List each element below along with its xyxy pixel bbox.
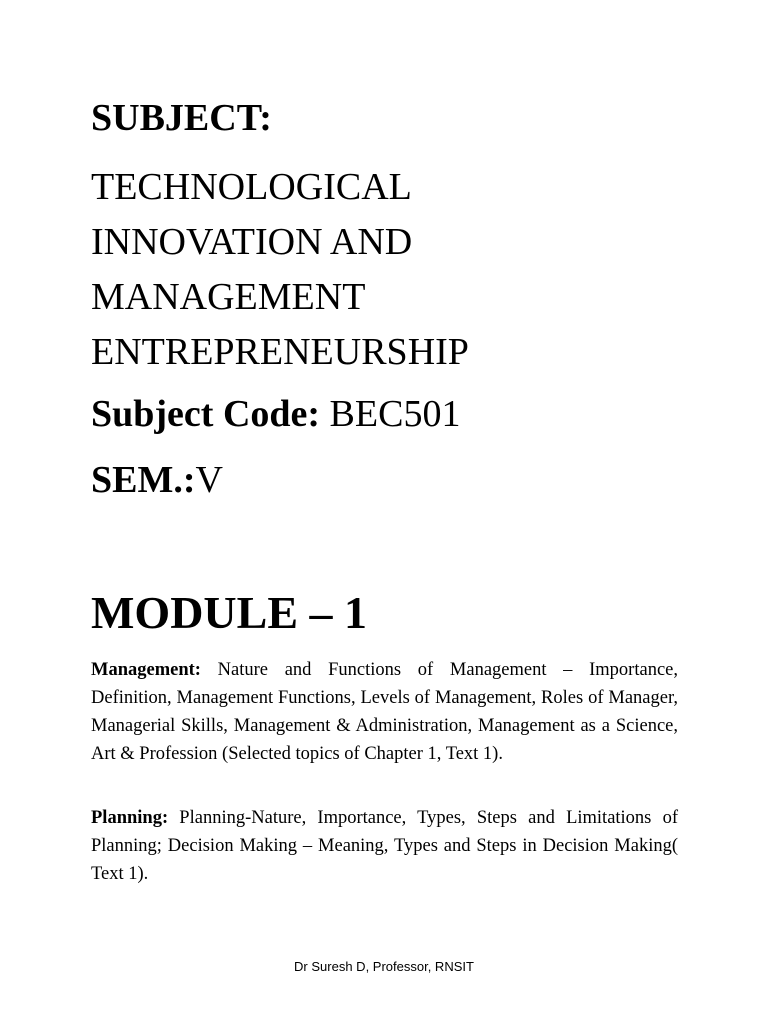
subject-title-line: ENTREPRENEURSHIP <box>91 331 469 373</box>
subject-title-line: TECHNOLOGICAL <box>91 166 412 208</box>
planning-paragraph <box>91 804 678 888</box>
planning-text: Planning-Nature, Importance, Types, Steps and Limitations of Planning; Decision Making – Meaning, Types and Steps in Decision Making( Text 1). <box>91 808 678 884</box>
subject-heading: SUBJECT: <box>91 97 272 139</box>
management-paragraph <box>91 656 678 768</box>
module-heading: MODULE – 1 <box>91 587 367 638</box>
subject-code-value: BEC501 <box>320 393 461 435</box>
page-footer: Dr Suresh D, Professor, RNSIT <box>294 959 474 974</box>
subject-code-label: Subject Code: <box>91 393 321 435</box>
subject-title <box>91 160 469 380</box>
subject-title-line: INNOVATION AND <box>91 221 413 263</box>
management-text: Nature and Functions of Management – Importance, Definition, Management Functions, Levels of Management, Roles of Manager, Managerial Skills, Management & Administration, Management as a Science, Art & Profession (Selected topics of Chapter 1, Text 1). <box>91 660 678 764</box>
subject-code-line <box>91 391 460 437</box>
subject-title-line: MANAGEMENT <box>91 276 366 318</box>
management-label: Management: <box>91 660 201 680</box>
semester-label: SEM.: <box>91 459 196 501</box>
semester-value: V <box>195 459 223 501</box>
planning-label: Planning: <box>91 808 169 828</box>
semester-line <box>91 457 223 503</box>
